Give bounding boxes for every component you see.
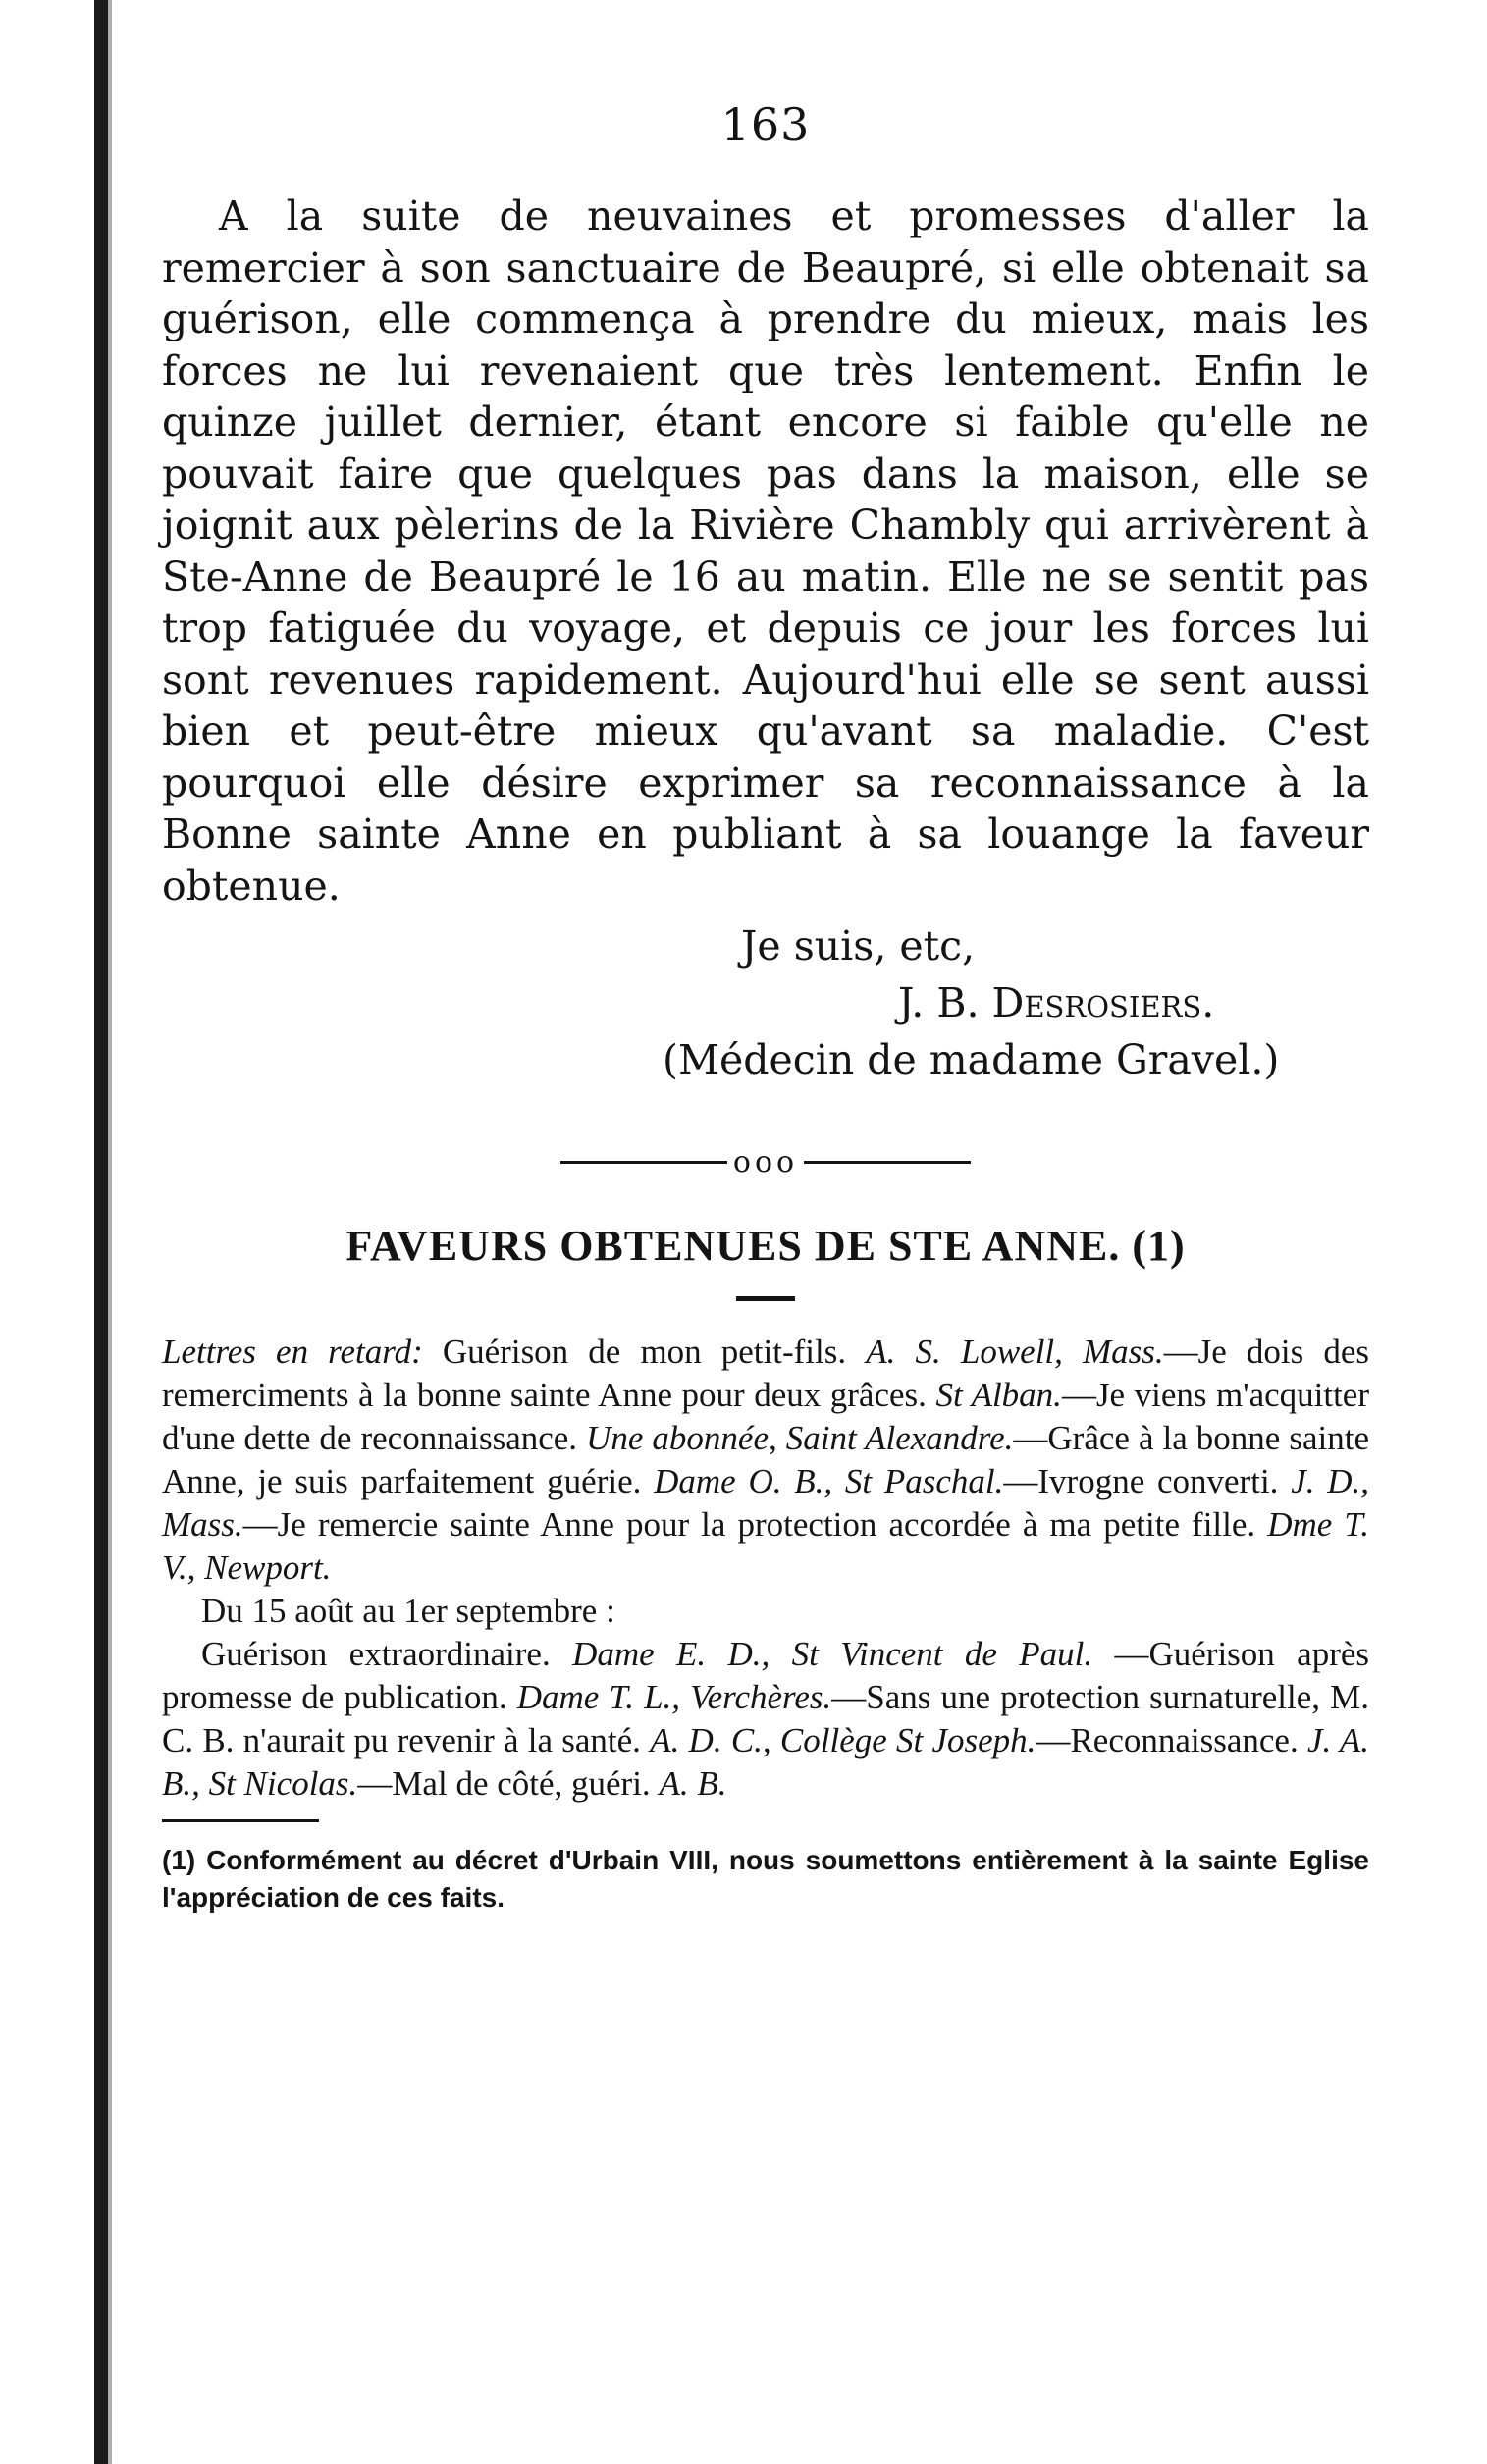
- favor-signature: Dame T. L., Verchères.: [516, 1678, 832, 1716]
- favor-signature: St Alban.: [935, 1376, 1062, 1414]
- favor-text: —Guérison après promesse de publication.: [162, 1635, 1369, 1716]
- favor-signature: A. B.: [659, 1764, 727, 1803]
- favor-text: Guérison extraordinaire.: [201, 1635, 551, 1673]
- favor-text: —Ivrogne converti.: [1003, 1462, 1279, 1500]
- favor-text: Guérison de mon petit-fils.: [442, 1333, 847, 1371]
- favor-signature: Dame O. B., St Paschal.: [654, 1462, 1004, 1500]
- period-heading: Du 15 août au 1er septembre :: [201, 1592, 615, 1630]
- document-page: [162, 98, 1369, 1916]
- separator-rule-right: [804, 1161, 971, 1164]
- late-letters-label: Lettres en retard:: [162, 1333, 423, 1371]
- favor-signature: A. S. Lowell, Mass.: [866, 1333, 1164, 1371]
- favor-text: —Sans une protection surnaturelle, M. C. B. n'aurait pu revenir à la santé.: [162, 1678, 1369, 1759]
- main-paragraph: A la suite de neuvaines et promesses d'aller la remercier à son sanctuaire de Beaupré, si elle obtenait sa guérison, elle commença à prendre du mieux, mais les forces ne lui revenaient que très lentement. Enfin le quinze juillet dernier, étant encore si faible qu'elle ne pouvait faire que quelques pas dans la maison, elle se joignit aux pèlerins de la Rivière Chambly qui arrivèrent à Ste-Anne de Beaupré le 16 au matin. Elle ne se sentit pas trop fatiguée du voyage, et depuis ce jour les forces lui sont revenues rapidement. Aujourd'hui elle se sent aussi bien et peut-être mieux qu'avant sa maladie. C'est pourquoi elle désire exprimer sa reconnaissance à la Bonne sainte Anne en publiant à sa louange la faveur obtenue.: [162, 192, 1369, 910]
- favor-signature: Dame E. D., St Vincent de Paul.: [572, 1635, 1093, 1673]
- letter-closing: [162, 917, 1369, 1088]
- favor-text: —Mal de côté, guéri.: [357, 1764, 651, 1803]
- favor-signature: A. D. C., Collège St Joseph.: [650, 1721, 1036, 1759]
- closing-title: (Médecin de madame Gravel.): [663, 1036, 1280, 1083]
- section-separator: [162, 1145, 1369, 1180]
- late-letters-paragraph: [162, 1331, 1369, 1590]
- closing-salutation: Je suis, etc,: [741, 922, 976, 970]
- period-paragraph: [162, 1633, 1369, 1806]
- page-binding-edge: [94, 0, 108, 2464]
- favor-text: —Grâce à la bonne sainte Anne, je suis parfaitement guérie.: [162, 1419, 1369, 1500]
- page-number: 163: [720, 98, 811, 151]
- page-binding-shadow: [108, 0, 112, 2464]
- favor-text: —Reconnaissance.: [1036, 1721, 1299, 1759]
- favor-signature: J. D., Mass.: [162, 1462, 1370, 1544]
- separator-rule-left: [560, 1161, 727, 1164]
- footnote-rule: [162, 1819, 319, 1822]
- favor-text: —Je viens m'acquitter d'une dette de reconnaissance.: [162, 1376, 1370, 1457]
- favor-signature: Dme T. V., Newport.: [162, 1505, 1369, 1587]
- footnote: (1) Conformément au décret d'Urbain VIII, nous soumettons entièrement à la sainte Eglise l'appréciation de ces faits.: [162, 1845, 1369, 1913]
- favor-signature: Une abonnée, Saint Alexandre.: [586, 1419, 1014, 1457]
- section-title: FAVEURS OBTENUES DE STE ANNE. (1): [345, 1222, 1186, 1270]
- favor-text: —Je remercie sainte Anne pour la protection accordée à ma petite fille.: [242, 1505, 1256, 1544]
- closing-signature: J. B. Desrosiers.: [898, 979, 1215, 1026]
- favor-signature: J. A. B., St Nicolas.: [162, 1721, 1369, 1803]
- title-rule: [736, 1296, 795, 1301]
- favor-text: —Je dois des remerciments à la bonne sainte Anne pour deux grâces.: [162, 1333, 1370, 1414]
- separator-ornament: ooo: [732, 1145, 799, 1180]
